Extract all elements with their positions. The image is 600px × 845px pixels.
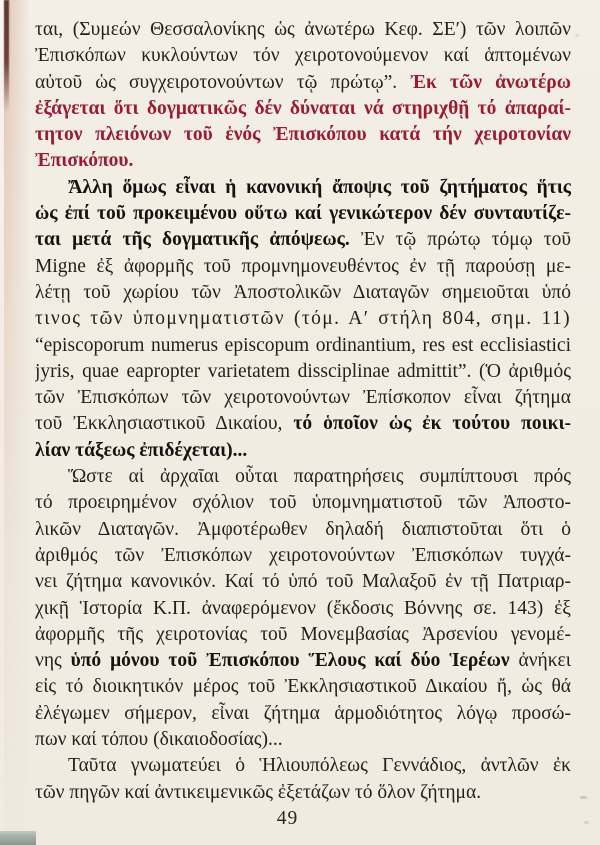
text-line	[35, 70, 571, 96]
scan-speck	[575, 34, 579, 37]
text-line	[35, 596, 571, 622]
text-line	[35, 490, 571, 516]
text-line	[35, 701, 571, 727]
scan-speck	[584, 821, 589, 824]
body-text: Migne ἐξ ἀφορμῆς τοῦ προμνημονευθέντος ἐν τῇ παρούσῃ με-	[35, 255, 571, 277]
text-line	[35, 411, 571, 437]
text-line	[35, 148, 571, 174]
text-line	[35, 543, 571, 569]
text-line	[35, 517, 571, 543]
spine-shadow-line	[4, 0, 9, 112]
bold-text: ὑπό μόνου τοῦ Ἐπισκόπου Ἕλους καί δύο Ἱερέων	[70, 650, 519, 672]
text-line	[35, 175, 571, 201]
text-line	[35, 43, 571, 69]
red-bold-text: Ἐκ τῶν ἀνωτέρω	[410, 71, 571, 93]
body-text: τῶν Ἐπισκόπων τῶν χειροτονούντων Ἐπίσκοπον εἶναι ζήτημα	[35, 387, 571, 409]
body-text: Ὥστε αἱ ἀρχαῖαι οὗται παρατηρήσεις συμπίπτουσι πρός	[68, 466, 571, 488]
scan-speck	[580, 796, 587, 799]
page-number: 49	[276, 808, 299, 829]
scan-corner-artifact	[0, 831, 36, 845]
body-text: Ταῦτα γνωματεύει ὁ Ἡλιουπόλεως Γεννάδιος, ἀντλῶν ἐκ	[68, 755, 571, 777]
bold-text: λίαν τάξεως ἐπιδέχεται)...	[35, 439, 248, 461]
text-line	[35, 727, 571, 753]
text-line	[35, 306, 571, 332]
text-line	[35, 753, 571, 779]
text-line	[35, 359, 571, 385]
body-text: τό προειρημένον σχόλιον τοῦ ὑπομνηματιστοῦ τῶν Ἀποστο-	[35, 492, 571, 514]
text-line	[35, 780, 571, 806]
text-line	[35, 96, 571, 122]
bold-text: Ἄλλη ὅμως εἶναι ἡ κανονική ἄποψις τοῦ ζητήματος ἥτις	[68, 176, 571, 198]
text-lines	[35, 17, 571, 806]
text-line	[35, 201, 571, 227]
body-text: ἀνήκει	[518, 650, 571, 672]
text-line	[35, 333, 571, 359]
red-bold-text: τητον πλειόνων τοῦ ἑνός Ἐπισκόπου κατά τήν χειροτονίαν	[35, 124, 571, 146]
text-line	[35, 648, 571, 674]
body-text: Ἐν τῷ πρώτῳ τόμῳ τοῦ	[360, 229, 571, 251]
bold-text: ται μετά τῆς δογματικῆς ἀπόψεως.	[35, 229, 361, 251]
body-text: τινος τῶν ὑπομνηματιστῶν (τόμ. Α′ στήλη 804, σημ. 11)	[35, 308, 571, 330]
body-text: λέτῃ τοῦ χωρίου τῶν Ἀποστολικῶν Διαταγῶν σημειοῦται ὑπό	[35, 281, 571, 303]
red-bold-text: Ἐπισκόπου.	[35, 150, 134, 172]
body-text: Ἐπισκόπων κυκλούντων τόν χειροτονούμενον καί ἁπτομένων	[35, 45, 571, 67]
body-text: εἰς τό διοικητικόν μέρος τοῦ Ἐκκλησιαστικοῦ Δικαίου ἤ, ὡς θά	[35, 676, 571, 698]
text-line	[35, 17, 571, 43]
text-line	[35, 385, 571, 411]
body-text: τοῦ Ἐκκλησιαστικοῦ Δικαίου,	[35, 413, 294, 435]
body-text: χικῇ Ἱστορία Κ.Π. ἀναφερόμενον (ἔκδοσις Βόννης σε. 143) ἐξ	[35, 597, 571, 619]
body-text: ἀριθμός τῶν Ἐπισκόπων χειροτονούντων Ἐπισκόπων τυγχά-	[35, 544, 571, 566]
body-text: λικῶν Διαταγῶν. Ἀμφοτέρωθεν δηλαδή διαπιστοῦται ὅτι ὁ	[35, 518, 571, 540]
body-text: ἀφορμῆς τῆς χειροτονίας τοῦ Μονεμβασίας Ἀρσενίου γενομέ-	[35, 623, 571, 645]
text-line	[35, 254, 571, 280]
bold-text: τό ὁποῖον ὡς ἐκ τούτου ποικι-	[293, 413, 571, 435]
body-text: νει ζήτημα κανονικόν. Καί τό ὑπό τοῦ Μαλαξοῦ ἐν τῇ Πατριαρ-	[35, 571, 571, 593]
text-line	[35, 464, 571, 490]
body-text: ται, (Συμεών Θεσσαλονίκης ὡς ἀνωτέρω Κεφ. ΣΕ′) τῶν λοιπῶν	[35, 19, 571, 40]
text-line	[35, 122, 571, 148]
red-bold-text: ἐξάγεται ὅτι δογματικῶς δέν δύναται νά στηριχθῇ τό ἀπαραί-	[35, 97, 571, 119]
body-text: πων καί τόπου (δικαιοδοσίας)...	[35, 729, 283, 751]
body-text: αὐτοῦ ὡς συγχειροτονούντων τῷ πρώτῳ”.	[35, 71, 411, 93]
text-line	[35, 227, 571, 253]
page-gutter-shadow	[0, 0, 30, 845]
bold-text: ὡς ἐπί τοῦ προκειμένου οὕτω καί γενικώτερον δέν συνταυτίζε-	[35, 203, 571, 225]
text-line	[35, 674, 571, 700]
body-text: νης	[35, 650, 71, 672]
body-text: ἐλέγωμεν σήμερον, εἶναι ζήτημα ἁρμοδιότητος λόγῳ προσώ-	[35, 702, 571, 724]
body-text: “episcoporum numerus episcopum ordinantium, res est ecclisiastici	[35, 334, 571, 356]
body-text: τῶν πηγῶν καί ἀντικειμενικῶς ἐξετάζων τό ὅλον ζήτημα.	[35, 781, 482, 803]
text-line	[35, 280, 571, 306]
text-line	[35, 438, 571, 464]
page-edge-highlight	[0, 0, 4, 845]
text-line	[35, 622, 571, 648]
body-text: jyris, quae eapropter varietatem dissciplinae admittit”. (Ὁ ἀριθμός	[35, 360, 571, 382]
text-line	[35, 569, 571, 595]
